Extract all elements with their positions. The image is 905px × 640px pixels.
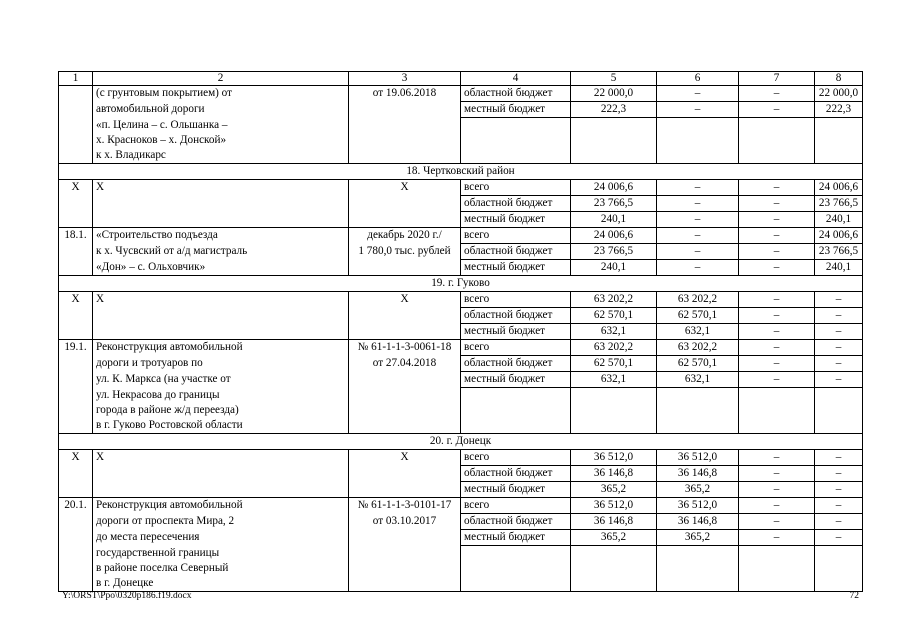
amount-cell [815,133,863,148]
funding-source: областной бюджет [461,308,571,324]
amount-cell [571,403,657,418]
amount-cell: – [815,340,863,356]
column-header: 3 [349,72,461,86]
section-title: 20. г. Донецк [59,434,863,450]
table-row [59,228,863,244]
column-header: 4 [461,72,571,86]
amount-cell: 222,3 [571,102,657,118]
item-description-line: Реконструкция автомобильной [93,340,349,356]
table-row [59,324,863,340]
funding-source: всего [461,340,571,356]
item-description-line: в г. Донецке [93,576,349,592]
item-description-line: Х [93,292,349,308]
item-description-line: города в районе ж/д переезда) [93,403,349,418]
funding-source [461,388,571,404]
amount-cell: 62 570,1 [571,356,657,372]
amount-cell: 222,3 [815,102,863,118]
item-number: 18.1. [59,228,93,276]
column-header: 2 [93,72,349,86]
table-row [59,388,863,404]
item-description-line: до места пересечения [93,530,349,546]
amount-cell [657,403,739,418]
amount-cell [815,546,863,562]
funding-source: местный бюджет [461,530,571,546]
amount-cell: 23 766,5 [571,196,657,212]
amount-cell: – [739,482,815,498]
amount-cell: 23 766,5 [815,196,863,212]
amount-cell: 240,1 [571,260,657,276]
amount-cell [739,388,815,404]
item-number: Х [59,450,93,498]
amount-cell: – [657,86,739,102]
amount-cell: 23 766,5 [815,244,863,260]
project-document-line [349,466,461,482]
item-description-line [93,196,349,212]
table-row [59,260,863,276]
item-description-line: Реконструкция автомобильной [93,498,349,514]
column-header: 6 [657,72,739,86]
funding-source: местный бюджет [461,102,571,118]
item-description-line [93,466,349,482]
funding-source: областной бюджет [461,466,571,482]
amount-cell: 365,2 [571,482,657,498]
item-description-line: Х [93,180,349,196]
project-document-line: № 61-1-1-3-0061-18 [349,340,461,356]
column-header: 5 [571,72,657,86]
funding-source: всего [461,180,571,196]
amount-cell: – [657,180,739,196]
amount-cell [815,576,863,592]
funding-source [461,418,571,434]
amount-cell: – [739,196,815,212]
amount-cell: 632,1 [571,372,657,388]
amount-cell: – [815,482,863,498]
project-document-line [349,418,461,434]
item-description-line: к х. Чусвский от а/д магистраль [93,244,349,260]
amount-cell: – [739,340,815,356]
item-description-line [93,324,349,340]
section-row [59,164,863,180]
project-document-line: 1 780,0 тыс. рублей [349,244,461,260]
column-header: 8 [815,72,863,86]
amount-cell [571,118,657,134]
section-row [59,434,863,450]
item-description-line: ул. Некрасова до границы [93,388,349,404]
project-document-line: № 61-1-1-3-0101-17 [349,498,461,514]
table-row [59,356,863,372]
table-row [59,180,863,196]
item-description-line: дороги и тротуаров по [93,356,349,372]
section-title: 18. Чертковский район [59,164,863,180]
table-row [59,561,863,576]
amount-cell [571,133,657,148]
amount-cell: 632,1 [657,372,739,388]
amount-cell: 24 006,6 [815,180,863,196]
amount-cell: – [815,450,863,466]
amount-cell: – [739,372,815,388]
funding-source: всего [461,292,571,308]
funding-source: местный бюджет [461,212,571,228]
amount-cell: – [739,260,815,276]
amount-cell: 36 146,8 [571,514,657,530]
section-row [59,276,863,292]
amount-cell [657,118,739,134]
budget-table [58,71,863,592]
document-path: Y:\ORST\Ppo\0320p186.f19.docx [62,591,192,601]
item-description-line: х. Красноков – х. Донской» [93,133,349,148]
amount-cell: – [739,324,815,340]
project-document-line: Х [349,292,461,308]
funding-source: местный бюджет [461,482,571,498]
amount-cell: – [739,292,815,308]
amount-cell: – [739,498,815,514]
table-row [59,372,863,388]
table-row [59,308,863,324]
item-number: 19.1. [59,340,93,434]
amount-cell: 24 006,6 [571,180,657,196]
project-document-line [349,308,461,324]
funding-source: областной бюджет [461,86,571,102]
table-row [59,466,863,482]
funding-source: местный бюджет [461,260,571,276]
funding-source: местный бюджет [461,324,571,340]
project-document-line [349,133,461,148]
amount-cell [657,418,739,434]
table-row [59,418,863,434]
funding-source: областной бюджет [461,196,571,212]
amount-cell: 24 006,6 [815,228,863,244]
amount-cell [815,403,863,418]
table-row [59,102,863,118]
amount-cell [571,546,657,562]
amount-cell [739,546,815,562]
amount-cell [739,576,815,592]
item-description-line: дороги от проспекта Мира, 2 [93,514,349,530]
amount-cell: – [657,260,739,276]
table-row [59,118,863,134]
table-row [59,340,863,356]
amount-cell [571,576,657,592]
item-description-line [93,308,349,324]
amount-cell [815,118,863,134]
amount-cell: – [815,466,863,482]
project-document-line [349,372,461,388]
amount-cell [657,133,739,148]
table-row [59,450,863,466]
amount-cell: 240,1 [571,212,657,228]
amount-cell [657,388,739,404]
item-description-line [93,212,349,228]
item-description-line: Х [93,450,349,466]
amount-cell: – [657,244,739,260]
amount-cell: – [657,102,739,118]
project-document-line [349,212,461,228]
column-header: 1 [59,72,93,86]
amount-cell: 240,1 [815,260,863,276]
amount-cell [657,546,739,562]
funding-source: всего [461,498,571,514]
item-description-line: автомобильной дороги [93,102,349,118]
funding-source: областной бюджет [461,514,571,530]
amount-cell: – [739,308,815,324]
amount-cell: 22 000,0 [571,86,657,102]
amount-cell [657,576,739,592]
table-row [59,482,863,498]
funding-source [461,561,571,576]
table-row [59,133,863,148]
amount-cell: 22 000,0 [815,86,863,102]
project-document-line [349,561,461,576]
amount-cell [739,118,815,134]
amount-cell: – [739,86,815,102]
item-description-line: «п. Целина – с. Ольшанка – [93,118,349,134]
project-document-line: от 03.10.2017 [349,514,461,530]
amount-cell: – [815,324,863,340]
project-document-line [349,546,461,562]
amount-cell: – [739,530,815,546]
amount-cell [815,418,863,434]
item-description-line: «Строительство подъезда [93,228,349,244]
project-document-line: Х [349,180,461,196]
table-row [59,196,863,212]
amount-cell [739,148,815,164]
amount-cell: 36 146,8 [571,466,657,482]
table-row [59,498,863,514]
amount-cell: 63 202,2 [571,340,657,356]
item-number [59,86,93,164]
item-description-line: в районе поселка Северный [93,561,349,576]
project-document-line: Х [349,450,461,466]
amount-cell: – [739,180,815,196]
project-document-line [349,388,461,404]
table-row [59,148,863,164]
amount-cell: 36 146,8 [657,514,739,530]
amount-cell: 62 570,1 [571,308,657,324]
project-document-line [349,403,461,418]
project-document-line: от 19.06.2018 [349,86,461,102]
amount-cell: 62 570,1 [657,308,739,324]
amount-cell: – [739,466,815,482]
amount-cell [739,418,815,434]
amount-cell [657,561,739,576]
item-number: Х [59,180,93,228]
amount-cell [571,388,657,404]
project-document-line [349,102,461,118]
amount-cell: – [739,102,815,118]
item-description-line [93,482,349,498]
funding-source: областной бюджет [461,244,571,260]
table-row [59,546,863,562]
section-title: 19. г. Гуково [59,276,863,292]
amount-cell: 62 570,1 [657,356,739,372]
amount-cell: 63 202,2 [657,292,739,308]
amount-cell [815,561,863,576]
amount-cell [739,133,815,148]
amount-cell: 36 512,0 [571,450,657,466]
amount-cell: 24 006,6 [571,228,657,244]
item-description-line: ул. К. Маркса (на участке от [93,372,349,388]
amount-cell: 63 202,2 [657,340,739,356]
table-row [59,514,863,530]
funding-source [461,133,571,148]
project-document-line [349,148,461,164]
table-row [59,244,863,260]
project-document-line [349,530,461,546]
amount-cell: – [739,228,815,244]
item-description-line: государственной границы [93,546,349,562]
amount-cell [571,418,657,434]
item-description-line: (с грунтовым покрытием) от [93,86,349,102]
amount-cell [571,561,657,576]
item-description-line: к х. Владикарс [93,148,349,164]
project-document-line [349,196,461,212]
amount-cell: 632,1 [571,324,657,340]
amount-cell: – [657,212,739,228]
table-row [59,86,863,102]
amount-cell [815,388,863,404]
project-document-line [349,482,461,498]
table-row [59,530,863,546]
amount-cell [739,561,815,576]
item-number: 20.1. [59,498,93,592]
project-document-line [349,118,461,134]
amount-cell: – [815,530,863,546]
column-header: 7 [739,72,815,86]
amount-cell: 365,2 [657,482,739,498]
amount-cell: – [739,514,815,530]
funding-source [461,118,571,134]
project-document-line [349,576,461,592]
project-document-line [349,260,461,276]
amount-cell: 365,2 [571,530,657,546]
amount-cell: 36 146,8 [657,466,739,482]
funding-source: местный бюджет [461,372,571,388]
amount-cell [815,148,863,164]
amount-cell: – [657,228,739,244]
funding-source: областной бюджет [461,356,571,372]
project-document-line [349,324,461,340]
funding-source [461,403,571,418]
amount-cell: 632,1 [657,324,739,340]
table-row [59,292,863,308]
amount-cell: – [815,292,863,308]
funding-source [461,148,571,164]
amount-cell [657,148,739,164]
funding-source: всего [461,228,571,244]
funding-source [461,576,571,592]
page-number: 72 [849,591,859,601]
funding-source [461,546,571,562]
amount-cell [739,403,815,418]
amount-cell: 36 512,0 [657,450,739,466]
amount-cell: 36 512,0 [657,498,739,514]
amount-cell: 36 512,0 [571,498,657,514]
project-document-line: от 27.04.2018 [349,356,461,372]
amount-cell: – [739,212,815,228]
amount-cell: – [815,308,863,324]
amount-cell: – [739,450,815,466]
amount-cell: – [815,498,863,514]
table-row [59,212,863,228]
amount-cell: – [739,356,815,372]
amount-cell: – [815,514,863,530]
header-row [59,72,863,86]
amount-cell: 240,1 [815,212,863,228]
amount-cell: – [657,196,739,212]
amount-cell: – [739,244,815,260]
item-number: Х [59,292,93,340]
funding-source: всего [461,450,571,466]
item-description-line: в г. Гуково Ростовской области [93,418,349,434]
amount-cell: – [815,356,863,372]
amount-cell: – [815,372,863,388]
project-document-line: декабрь 2020 г./ [349,228,461,244]
amount-cell: 23 766,5 [571,244,657,260]
table-row [59,403,863,418]
amount-cell: 63 202,2 [571,292,657,308]
amount-cell [571,148,657,164]
amount-cell: 365,2 [657,530,739,546]
item-description-line: «Дон» – с. Ольховчик» [93,260,349,276]
table-row [59,576,863,592]
